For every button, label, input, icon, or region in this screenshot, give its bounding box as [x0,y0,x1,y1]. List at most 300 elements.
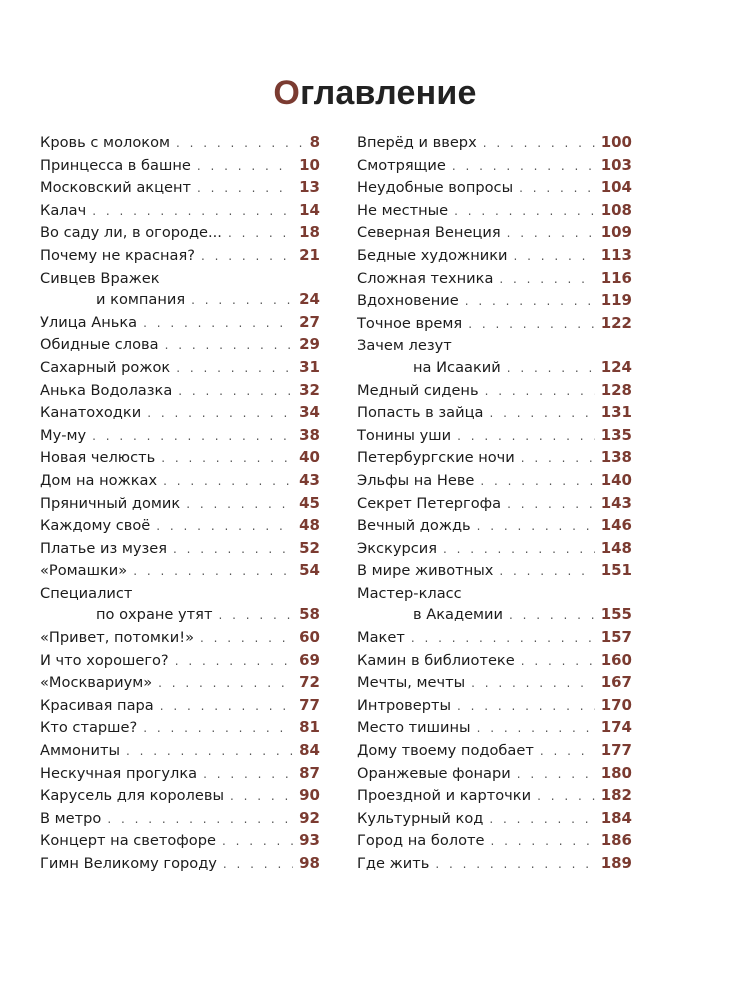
dot-leader [107,809,293,831]
toc-entry [40,380,320,403]
toc-entry [357,425,632,448]
toc-entry [40,830,320,853]
toc-entry-title: и компания [96,291,186,309]
toc-page-number: 24 [299,290,320,309]
toc-entry [357,402,632,425]
toc-entry [40,312,320,335]
toc-entry [357,763,632,786]
dot-leader [133,561,293,583]
toc-entry-title: Концерт на светофоре [40,832,216,850]
toc-page-number: 27 [299,312,320,331]
toc-entry-title: Культурный код [357,809,484,827]
dot-leader [509,605,595,627]
dot-leader [454,201,595,223]
dot-leader [228,223,293,245]
dot-leader [147,403,293,425]
dot-leader [499,269,594,291]
toc-entry-row [357,447,632,470]
toc-entry-row [357,290,632,313]
toc-page-number: 124 [600,357,632,376]
toc-entry-row [40,717,320,740]
toc-entry [357,268,632,291]
toc-entry-title: Пряничный домик [40,494,181,512]
toc-entry-row [357,200,632,223]
toc-page-number: 104 [600,178,632,197]
title-initial: О [273,74,301,112]
toc-entry-row [40,334,320,357]
toc-page-number: 45 [299,493,320,512]
toc-entry [40,200,320,223]
toc-entry-title: Неудобные вопросы [357,179,514,197]
toc-entry-row [40,808,320,831]
toc-entry [40,493,320,516]
toc-entry-title: Мастер-класс [357,584,462,602]
toc-entry-row [357,493,632,516]
toc-page-number: 90 [299,786,320,805]
toc-entry [357,853,632,876]
toc-entry [357,740,632,763]
toc-entry-title: Город на болоте [357,832,485,850]
dot-leader [126,741,293,763]
dot-leader [92,426,293,448]
dot-leader [499,561,594,583]
dot-leader [143,718,293,740]
dot-leader [521,448,595,470]
toc-entry [40,402,320,425]
toc-page-number: 10 [299,155,320,174]
toc-entry [40,357,320,380]
dot-leader [160,696,293,718]
toc-page-number: 143 [600,493,632,512]
toc-entry-row [40,740,320,763]
toc-entry-row [357,785,632,808]
toc-page-number: 174 [600,718,632,737]
toc-entry-row-first [357,335,632,357]
toc-entry-row [40,853,320,876]
toc-entry-title: Попасть в зайца [357,404,484,422]
toc-page-number: 140 [600,470,632,489]
dot-leader [435,854,594,876]
toc-entry-title: Секрет Петергофа [357,494,502,512]
toc-entry [40,695,320,718]
dot-leader [507,494,595,516]
toc-page-number: 119 [600,291,632,310]
toc-entry-title: в Академии [413,606,504,624]
toc-entry [357,493,632,516]
toc-entry-row [40,515,320,538]
dot-leader [443,539,595,561]
toc-entry-row [40,402,320,425]
toc-entry-title: Нескучная прогулка [40,764,198,782]
toc-entry [357,695,632,718]
toc-entry [357,290,632,313]
toc-entry [357,155,632,178]
dot-leader [507,223,595,245]
toc-page-number: 54 [299,561,320,580]
toc-entry-title: «Москвариум» [40,674,153,692]
dot-leader [173,539,293,561]
toc-entry-row [40,538,320,561]
toc-page-number: 81 [299,718,320,737]
toc-entry-title: Дом на ножках [40,471,158,489]
toc-entry-row [357,650,632,673]
toc-entry-title: Макет [357,629,405,647]
dot-leader [491,831,595,853]
toc-entry [357,830,632,853]
toc-page-number: 84 [299,741,320,760]
toc-entry-row [357,222,632,245]
dot-leader [521,651,595,673]
toc-entry-title: Сивцев Вражек [40,269,160,287]
dot-leader [223,854,293,876]
toc-entry [357,132,632,155]
toc-entry-title: В мире животных [357,562,494,580]
toc-entry [40,853,320,876]
toc-entry [40,334,320,357]
toc-entry-row [40,425,320,448]
toc-entry [40,177,320,200]
toc-page-number: 155 [600,605,632,624]
toc-entry [40,515,320,538]
toc-entry-title: Кровь с молоком [40,134,171,151]
toc-page-number: 103 [600,155,632,174]
toc-entry-row [357,245,632,268]
toc-entry-row [40,245,320,268]
toc-page-number: 182 [600,786,632,805]
toc-page-number: 180 [600,763,632,782]
toc-entry-title: Карусель для королевы [40,787,224,805]
toc-entry-row [40,447,320,470]
dot-leader [92,201,293,223]
toc-entry [40,425,320,448]
toc-page-number: 98 [299,854,320,872]
toc-entry-row [40,493,320,516]
toc-entry [40,627,320,650]
toc-entry-title: Сложная техника [357,269,494,287]
toc-entry-title: Где жить [357,855,430,872]
toc-page-number: 60 [299,628,320,647]
toc-entry-row [357,672,632,695]
toc-entry [357,313,632,336]
toc-entry-title: Зачем лезут [357,337,452,355]
toc-entry-row [357,155,632,178]
toc-page-number: 77 [299,695,320,714]
toc-page-number: 151 [600,561,632,580]
toc-entry-title: Московский акцент [40,179,192,197]
toc-entry-title: Вперёд и вверх [357,134,477,151]
toc-entry-title: И что хорошего? [40,651,169,669]
dot-leader [489,403,594,425]
toc-entry-title: Тонины уши [357,426,452,444]
toc-entry [40,583,320,627]
dot-leader [507,358,595,380]
toc-page-number: 58 [299,605,320,624]
toc-entry-row [357,515,632,538]
toc-entry-title: Место тишины [357,719,471,737]
toc-entry-row [40,380,320,403]
dot-leader [158,673,293,695]
toc-entry-row [40,177,320,200]
toc-entry [40,222,320,245]
toc-entry-title: «Привет, потомки!» [40,629,194,647]
toc-entry-row-first [40,583,320,605]
dot-leader [477,516,595,538]
toc-entry [40,560,320,583]
dot-leader [540,741,595,763]
toc-entry-title: Анька Водолазка [40,381,173,399]
toc-entry-row [40,650,320,673]
toc-entry [357,560,632,583]
toc-entry [357,627,632,650]
toc-entry-row [357,604,632,627]
dot-leader [200,628,293,650]
toc-entry-title: по охране утят [96,606,213,624]
toc-page-number: 131 [600,403,632,422]
dot-leader [411,628,595,650]
toc-page-number: 38 [299,425,320,444]
toc-entry-row [357,470,632,493]
toc-page-number: 8 [309,133,320,151]
toc-entry [357,380,632,403]
toc-page-number: 146 [600,516,632,535]
toc-entry-row [357,357,632,380]
toc-page-number: 31 [299,357,320,376]
toc-entry-row [357,627,632,650]
dot-leader [178,381,293,403]
toc-entry-row [40,695,320,718]
title-rest: главление [300,74,477,112]
toc-entry-row-first [357,583,632,605]
toc-entry-title: Сахарный рожок [40,358,171,376]
toc-entry-row [357,808,632,831]
toc-entry-row [357,538,632,561]
toc-entry [357,583,632,627]
toc-entry-row [357,695,632,718]
toc-entry-row [40,357,320,380]
dot-leader [485,381,595,403]
toc-page-number: 100 [600,133,632,151]
dot-leader [230,786,293,808]
dot-leader [465,291,595,313]
toc-entry-title: Аммониты [40,742,120,760]
toc-entry [357,470,632,493]
toc-entry-row [357,763,632,786]
toc-entry-title: Интроверты [357,696,452,714]
toc-page-number: 113 [600,245,632,264]
toc-entry [40,470,320,493]
dot-leader [143,313,293,335]
toc-entry-row [357,380,632,403]
dot-leader [517,764,595,786]
toc-column-right [357,132,632,876]
toc-entry [357,717,632,740]
toc-page-number: 135 [600,425,632,444]
dot-leader [477,718,595,740]
toc-entry-title: Кто старше? [40,719,138,737]
toc-page-number: 170 [600,695,632,714]
toc-entry [357,222,632,245]
toc-entry [40,268,320,312]
toc-entry [40,808,320,831]
toc-page-number: 21 [299,245,320,264]
toc-entry [40,538,320,561]
toc-entry [40,785,320,808]
toc-entry-title: Эльфы на Неве [357,471,475,489]
toc-page-number: 108 [600,200,632,219]
dot-leader [457,696,595,718]
toc-entry [357,785,632,808]
toc-entry [357,447,632,470]
toc-entry [40,447,320,470]
dot-leader [203,764,293,786]
toc-page-number: 48 [299,516,320,535]
toc-entry-title: Вдохновение [357,292,459,310]
toc-entry-row [357,132,632,155]
dot-leader [186,494,293,516]
dot-leader [201,246,293,268]
toc-entry [40,672,320,695]
page-title [0,74,750,113]
toc-page-number: 87 [299,763,320,782]
toc-page-number: 186 [600,831,632,850]
dot-leader [222,831,293,853]
toc-entry-row [357,402,632,425]
toc-entry-row [357,268,632,291]
toc-entry-row [40,155,320,178]
dot-leader [471,673,595,695]
toc-column-left [40,132,320,876]
toc-entry-title: «Ромашки» [40,562,128,580]
dot-leader [519,178,595,200]
dot-leader [480,471,594,493]
toc-entry-row [357,560,632,583]
toc-entry-title: Платье из музея [40,539,168,557]
dot-leader [163,471,293,493]
toc-entry [357,650,632,673]
toc-page-number: 167 [600,673,632,692]
toc-page-number: 34 [299,403,320,422]
toc-entry-row [357,177,632,200]
toc-page-number: 184 [600,808,632,827]
toc-entry-title: Экскурсия [357,539,438,557]
dot-leader [197,178,293,200]
toc-entry-row [357,717,632,740]
toc-entry [357,245,632,268]
toc-entry-title: Камин в библиотеке [357,651,515,669]
toc-page-number: 128 [600,380,632,399]
dot-leader [156,516,293,538]
toc-entry [40,740,320,763]
toc-page-number: 92 [299,808,320,827]
toc-entry-row [40,763,320,786]
toc-entry [357,808,632,831]
toc-entry-row [40,627,320,650]
toc-entry [40,245,320,268]
toc-page-number: 18 [299,223,320,242]
toc-entry-title: Медный сидень [357,381,479,399]
toc-entry-row [40,672,320,695]
toc-entry [357,515,632,538]
dot-leader [483,133,595,155]
toc-entry-title: Петербургские ночи [357,449,515,467]
toc-entry-row [40,604,320,627]
toc-entry [357,538,632,561]
toc-entry-row-first [40,268,320,290]
toc-entry-title: Красивая пара [40,696,154,714]
toc-page-number: 160 [600,650,632,669]
toc-entry-title: Му-му [40,426,87,444]
dot-leader [537,786,595,808]
toc-entry-title: Новая челюсть [40,449,156,467]
toc-entry [357,200,632,223]
toc-entry-title: Почему не красная? [40,246,196,264]
toc-entry-title: Не местные [357,201,449,219]
toc-entry-row [357,425,632,448]
toc-entry-title: Принцесса в башне [40,156,191,174]
toc-entry-title: Канатоходки [40,404,142,422]
toc-entry-title: Калач [40,201,87,219]
toc-entry-row [40,200,320,223]
toc-entry-title: Улица Анька [40,313,138,331]
toc-entry-title: Оранжевые фонари [357,764,511,782]
toc-entry-row [40,132,320,155]
dot-leader [457,426,595,448]
toc-entry-title: на Исаакий [413,358,501,376]
toc-entry-title: Дому твоему подобает [357,742,534,760]
toc-entry-title: Гимн Великому городу [40,855,217,872]
toc-entry [40,155,320,178]
toc-entry-row [357,853,632,876]
toc-entry [357,672,632,695]
toc-entry-title: Каждому своё [40,517,151,535]
toc-entry [40,763,320,786]
toc-entry-title: Бедные художники [357,246,508,264]
toc-page-number: 157 [600,628,632,647]
dot-leader [165,335,294,357]
toc-entry-row [357,313,632,336]
toc-entry [357,335,632,379]
toc-page-number: 148 [600,538,632,557]
toc-page-number: 93 [299,831,320,850]
toc-entry-title: Во саду ли, в огороде... [40,224,222,242]
dot-leader [176,358,293,380]
toc-page-number: 40 [299,448,320,467]
dot-leader [175,651,293,673]
toc-page-number: 189 [600,854,632,872]
toc-page-number: 122 [600,313,632,332]
toc-entry-row [40,312,320,335]
toc-entry-row [357,830,632,853]
toc-page-number: 69 [299,650,320,669]
toc-entry-row [40,289,320,312]
toc-entry-row [40,222,320,245]
dot-leader [161,448,293,470]
dot-leader [176,133,304,155]
toc-entry-row [40,470,320,493]
toc-entry-title: Проездной и карточки [357,787,532,805]
toc-entry-title: Смотрящие [357,156,446,174]
toc-entry [40,650,320,673]
toc-entry-row [40,560,320,583]
toc-page-number: 72 [299,673,320,692]
toc-entry-row [357,740,632,763]
toc-entry [357,177,632,200]
dot-leader [514,246,595,268]
toc-page-number: 52 [299,538,320,557]
toc-page-number: 43 [299,470,320,489]
toc-entry-title: Обидные слова [40,336,159,354]
toc-entry-title: Специалист [40,584,133,602]
